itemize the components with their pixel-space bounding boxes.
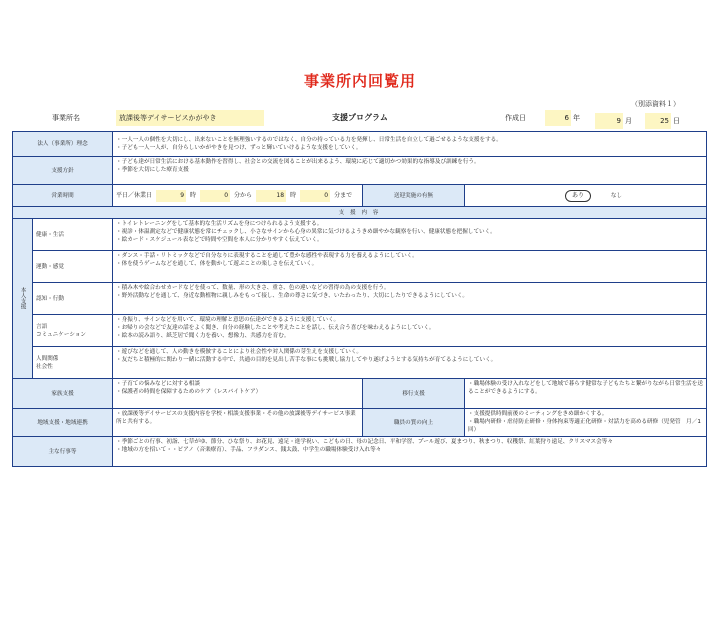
year-unit: 年 <box>573 114 580 122</box>
support-row-health <box>13 219 707 251</box>
community-label: 地域支援・地域連携 <box>13 409 113 437</box>
transport-label: 送迎実施の有無 <box>363 185 465 207</box>
philosophy-content <box>113 132 707 157</box>
end-minute: 0 <box>300 190 330 202</box>
program-table <box>12 131 707 467</box>
transport-options <box>465 185 707 207</box>
support-row-cognition <box>13 283 707 315</box>
policy-label: 支援方針 <box>13 157 113 185</box>
staff-quality-line: ・職場内研修・虐待防止研修・身体拘束等適正化研修・対話力を高める研修（児発管 月／1回） <box>468 419 701 433</box>
community-line: ・放課後等デイサービスの支援内容を学校・相談支援事業・その他の放課後等デイサービス事業所と共有する。 <box>116 411 356 425</box>
support-content-band: 支 援 内 容 <box>13 207 707 219</box>
office-label: 事業所名 <box>52 114 80 122</box>
community-content <box>113 409 363 437</box>
month-unit: 月 <box>625 117 632 125</box>
month-value: 9 <box>595 113 623 129</box>
transition-content <box>465 379 707 409</box>
support-line: ・ダンス・手話・リトミックなどで自分なりに表現することを通して豊かな感性や表現する力を養えるようにしていく。 <box>116 253 418 259</box>
support-line: ・お帰りの会などで友達の話をよく聞き、自分の経験したことや考えたことを話し、伝え合う喜びを味わえるようにしていく。 <box>116 325 435 331</box>
support-row-motor <box>13 251 707 283</box>
support-label-motor: 運動・感覚 <box>33 251 113 283</box>
day-unit: 日 <box>673 117 680 125</box>
self-support-label: 本人支援 <box>13 219 33 379</box>
year-value: 6 <box>545 110 571 126</box>
hours-prefix: 平日／休業日 <box>116 191 153 199</box>
support-line: ・絵カード・スケジュール表などで時間や空間を本人に分かりやすく伝えていく。 <box>116 237 323 243</box>
hours-label: 営業時間 <box>13 185 113 207</box>
support-label-cognition: 認知・行動 <box>33 283 113 315</box>
support-line: ・トイレトレーニングをして基本的な生活リズムを身につけられるよう支援する。 <box>116 221 323 227</box>
events-line: ・季節ごとの行事、初詣、七草がゆ、節分、ひな祭り、お花見、遠足・進学祝い、こどもの日、母の記念日、平和学習、プール遊び、夏まつり、秋まつり、収穫祭、紅葉狩り遠足、クリスマス会等々 <box>116 439 613 445</box>
transition-line: ・職場体験の受け入れなどをして地域で暮らす健常な子どもたちと繋がりながら日常生活を送ることができるようにする。 <box>468 381 703 395</box>
family-label: 家族支援 <box>13 379 113 409</box>
support-line: ・体を使うゲームなどを通して、体を動かして遊ぶことの楽しさを伝えていく。 <box>116 261 318 267</box>
support-line: ・遊びなどを通して、人の動きを模倣することにより社会性や対人関係の芽生えを支援していく。 <box>116 349 362 355</box>
support-line: ・視診・体温測定などで健康状態を常にチェックし、小さなサインから心身の異常に気づけるようきめ細やかな観察を行い、健康状態を把握していく。 <box>116 229 496 235</box>
transport-yes: あり <box>565 190 591 202</box>
support-label-health: 健康・生活 <box>33 219 113 251</box>
transition-label: 移行支援 <box>363 379 465 409</box>
family-line: ・保護者の時間を保障するためのケア（レスパイトケア） <box>116 389 262 395</box>
support-row-social <box>13 347 707 379</box>
staff-quality-content <box>465 409 707 437</box>
policy-row <box>13 157 707 185</box>
start-hour: 9 <box>156 190 186 202</box>
philosophy-line: ・子ども一人一人が、自分らしいかがやきを見つけ、ずっと輝いていけるような支援をしていく。 <box>116 145 362 151</box>
transport-no: なし <box>610 192 623 199</box>
page-title: 事業所内回覧用 <box>303 72 416 90</box>
start-minute-unit: 分から <box>234 191 253 199</box>
end-hour: 18 <box>256 190 286 202</box>
annex-label: （別添資料１） <box>631 100 680 108</box>
staff-quality-line: ・支援提供時間前後のミーティングをきめ細かくする。 <box>468 411 608 417</box>
office-name: 放課後等デイサービスかがやき <box>116 110 264 126</box>
family-content <box>113 379 363 409</box>
events-content <box>113 437 707 467</box>
support-content-language <box>113 315 707 347</box>
support-label-language: 言語 コミュニケーション <box>33 315 113 347</box>
start-minute: 0 <box>200 190 230 202</box>
support-line: ・身振り、サインなどを用いて、環境の理解と意思の伝達ができるように支援していく。 <box>116 317 340 323</box>
philosophy-row <box>13 132 707 157</box>
community-row <box>13 409 707 437</box>
end-hour-unit: 時 <box>290 191 297 199</box>
support-content-motor <box>113 251 707 283</box>
policy-content <box>113 157 707 185</box>
support-line: ・野外活動などを通して、身近な動植物に親しみをもって接し、生命の尊さに気づき、いたわったり、大切にしたりできるようにしていく。 <box>116 293 468 299</box>
events-label: 主な行事等 <box>13 437 113 467</box>
band-row <box>13 207 707 219</box>
family-line: ・子育ての悩みなどに対する相談 <box>116 381 200 387</box>
events-line: ・地域の方を招いて・・ピアノ（音楽療育）、手品、フラダンス、銭太鼓、中学生の職場体験受け入れ等々 <box>116 447 382 453</box>
support-label-social: 人間関係 社会性 <box>33 347 113 379</box>
policy-line: ・季節を大切にした療育支援 <box>116 167 189 173</box>
philosophy-line: ・一人一人の個性を大切にし、出来ないことを無理強いするのではなく、自分の持っている力を発揮し、日常生活を自立して過ごせるような支援をする。 <box>116 137 502 143</box>
hours-content <box>113 185 363 207</box>
hours-row <box>13 185 707 207</box>
support-line: ・友だちと積極的に関わり一緒に活動する中で、共通の目的を見出し苦手な事にも挑戦し協力してやり遂げようとする気持ちが育てるようにしていく。 <box>116 357 497 363</box>
program-title: 支援プログラム <box>332 113 388 122</box>
support-content-cognition <box>113 283 707 315</box>
day-value: 25 <box>645 113 671 129</box>
staff-quality-label: 職員の質の向上 <box>363 409 465 437</box>
support-line: ・積み木や絵合わせカードなどを使って、数量、形の大きさ、重さ、色の違いなどの習得の為の支援を行う。 <box>116 285 390 291</box>
events-row <box>13 437 707 467</box>
family-row <box>13 379 707 409</box>
philosophy-label: 法人（事業所）理念 <box>13 132 113 157</box>
support-content-health <box>113 219 707 251</box>
support-row-language <box>13 315 707 347</box>
end-minute-unit: 分まで <box>334 191 353 199</box>
start-hour-unit: 時 <box>190 191 197 199</box>
policy-line: ・子ども達が日常生活における基本動作を習得し、社会との交流を図ることが出来るよう、環境に応じて適切かつ効果的な指導及び訓練を行う。 <box>116 159 480 165</box>
created-label: 作成日 <box>505 114 526 122</box>
support-line: ・絵本の読み語り、紙芝居で聞く力を養い、想像力、共感力を育む。 <box>116 333 290 339</box>
support-content-social <box>113 347 707 379</box>
